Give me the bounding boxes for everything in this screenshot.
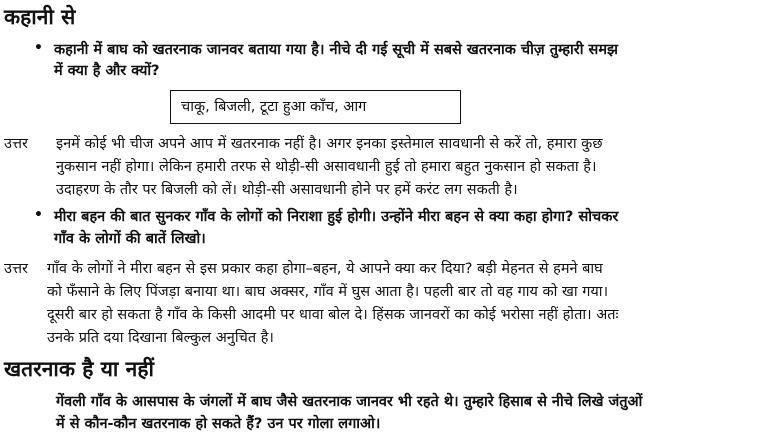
question-2-line-1: मीरा बहन की बात सुनकर गाँव के लोगों को निराशा हुई होगी। उन्होंने मीरा बहन से क्या कहा होगा? सोचकर	[54, 209, 619, 225]
answer-2-line-3: दूसरी बार हो सकता है गाँव के किसी आदमी पर धावा बोल दे। हिंसक जानवरों का कोई भरोसा नहीं होता। अतः	[47, 307, 619, 323]
question-1-line-2: में क्या है और क्यों?	[54, 63, 160, 79]
answer-2-line-4: उनके प्रति दया दिखाना बिल्कुल अनुचित है।	[47, 330, 274, 346]
answer-2-line-2: को फँसाने के लिए पिंजड़ा बनाया था। बाघ अक्सर, गाँव में घुस आता है। पहली बार तो वह गाय को खा गया।	[47, 284, 609, 300]
section-2-paragraph-line-2: में से कौन-कौन खतरनाक हो सकते हैं? उन पर गोला लगाओ।	[56, 416, 381, 432]
bullet-marker: •	[34, 40, 43, 56]
answer-label-2: उत्तर	[4, 261, 28, 277]
question-2-line-2: गाँव के लोगों की बातें लिखो।	[54, 231, 206, 247]
section-heading-kahani-se: कहानी से	[4, 5, 76, 29]
answer-1-line-3: उदाहरण के तौर पर बिजली को लें। थोड़ी-सी असावधानी होने पर हमें करंट लग सकती है।	[56, 182, 518, 198]
items-box: चाकू, बिजली, टूटा हुआ काँच, आग	[170, 90, 461, 124]
answer-2-line-1: गाँव के लोगों ने मीरा बहन से इस प्रकार कहा होगा–बहन, ये आपने क्या कर दिया? बड़ी मेहनत से हमने बाघ	[47, 261, 603, 277]
answer-label-1: उत्तर	[4, 136, 28, 152]
section-heading-khatarnak: खतरनाक है या नहीं	[4, 357, 154, 381]
answer-1-line-1: इनमें कोई भी चीज अपने आप में खतरनाक नहीं है। अगर इनका इस्तेमाल सावधानी से करें तो, हमारा कुछ	[56, 136, 603, 152]
section-2-paragraph-line-1: गेंवली गाँव के आसपास के जंगलों में बाघ जैसे खतरनाक जानवर भी रहते थे। तुम्हारे हिसाब से नीचे लिखे जंतुओं	[56, 394, 643, 410]
question-1-line-1: कहानी में बाघ को खतरनाक जानवर बताया गया है। नीचे दी गई सूची में सबसे खतरनाक चीज़ तुम्हारी समझ	[54, 42, 618, 58]
bullet-marker: •	[34, 207, 43, 223]
answer-1-line-2: नुकसान नहीं होगा। लेकिन हमारी तरफ से थोड़ी-सी असावधानी हुई तो हमारा बहुत नुकसान हो सकता है।	[56, 159, 597, 175]
